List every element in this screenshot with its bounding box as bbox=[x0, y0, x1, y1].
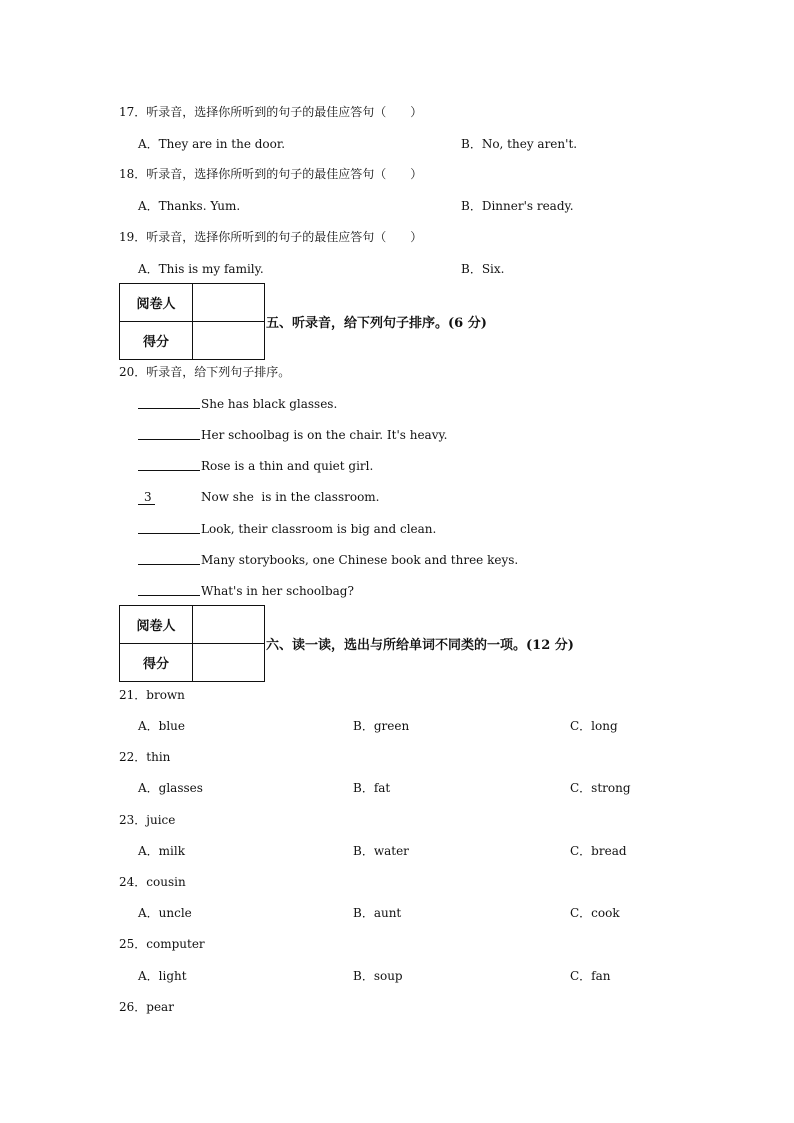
question-25-stem: 25．computer bbox=[119, 937, 205, 951]
answer-value-4: 3 bbox=[138, 490, 155, 505]
reviewer-cell[interactable] bbox=[193, 606, 265, 644]
sentence-5: Look, their classroom is big and clean. bbox=[201, 522, 437, 536]
question-24-option-c[interactable]: C．cook bbox=[570, 906, 620, 920]
question-22-option-a[interactable]: A．glasses bbox=[138, 781, 203, 795]
question-21-option-b[interactable]: B．green bbox=[353, 719, 410, 733]
question-23-option-c[interactable]: C．bread bbox=[570, 844, 627, 858]
answer-blank-1[interactable] bbox=[138, 396, 200, 413]
reviewer-cell[interactable] bbox=[193, 284, 265, 322]
answer-blank-7[interactable] bbox=[138, 583, 200, 600]
question-25-option-a[interactable]: A．light bbox=[138, 969, 187, 983]
score-cell[interactable] bbox=[193, 644, 265, 682]
sentence-7: What's in her schoolbag? bbox=[201, 584, 354, 598]
question-24-stem: 24．cousin bbox=[119, 875, 186, 889]
question-24-option-b[interactable]: B．aunt bbox=[353, 906, 402, 920]
answer-blank-5[interactable] bbox=[138, 521, 200, 538]
question-24-option-a[interactable]: A．uncle bbox=[138, 906, 192, 920]
question-18-option-b[interactable]: B．Dinner's ready. bbox=[461, 199, 574, 213]
reviewer-label: 阅卷人 bbox=[120, 606, 193, 644]
reviewer-label: 阅卷人 bbox=[120, 284, 193, 322]
question-19-stem: 19．听录音，选择你所听到的句子的最佳应答句（ ） bbox=[119, 230, 423, 244]
question-26-stem: 26．pear bbox=[119, 1000, 174, 1014]
question-21-stem: 21．brown bbox=[119, 688, 185, 702]
question-19-option-b[interactable]: B．Six. bbox=[461, 262, 505, 276]
question-23-option-a[interactable]: A．milk bbox=[138, 844, 185, 858]
question-17-option-b[interactable]: B．No, they aren't. bbox=[461, 137, 578, 151]
question-22-option-b[interactable]: B．fat bbox=[353, 781, 391, 795]
score-label: 得分 bbox=[120, 644, 193, 682]
question-18-option-a[interactable]: A．Thanks. Yum. bbox=[138, 199, 241, 213]
question-19-option-a[interactable]: A．This is my family. bbox=[138, 262, 264, 276]
question-22-option-c[interactable]: C．strong bbox=[570, 781, 631, 795]
score-label: 得分 bbox=[120, 322, 193, 360]
section-5-title: 五、听录音，给下列句子排序。(6 分) bbox=[266, 316, 487, 331]
question-20-stem: 20．听录音，给下列句子排序。 bbox=[119, 365, 291, 379]
question-25-option-c[interactable]: C．fan bbox=[570, 969, 611, 983]
question-18-stem: 18．听录音，选择你所听到的句子的最佳应答句（ ） bbox=[119, 167, 423, 181]
sentence-4: Now she is in the classroom. bbox=[201, 490, 380, 504]
question-17-option-a[interactable]: A．They are in the door. bbox=[138, 137, 286, 151]
score-cell[interactable] bbox=[193, 322, 265, 360]
question-21-option-a[interactable]: A．blue bbox=[138, 719, 186, 733]
sentence-6: Many storybooks, one Chinese book and three keys. bbox=[201, 553, 519, 567]
question-25-option-b[interactable]: B．soup bbox=[353, 969, 403, 983]
answer-blank-3[interactable] bbox=[138, 458, 200, 475]
sentence-1: She has black glasses. bbox=[201, 397, 338, 411]
sentence-3: Rose is a thin and quiet girl. bbox=[201, 459, 374, 473]
section-6-title: 六、读一读，选出与所给单词不同类的一项。(12 分) bbox=[266, 638, 574, 653]
question-23-option-b[interactable]: B．water bbox=[353, 844, 409, 858]
score-table-section-6 bbox=[119, 605, 265, 682]
sentence-2: Her schoolbag is on the chair. It's heavy. bbox=[201, 428, 448, 442]
question-22-stem: 22．thin bbox=[119, 750, 171, 764]
question-23-stem: 23．juice bbox=[119, 813, 176, 827]
answer-blank-4[interactable] bbox=[138, 489, 200, 505]
score-table-section-5 bbox=[119, 283, 265, 360]
answer-blank-6[interactable] bbox=[138, 552, 200, 569]
answer-blank-2[interactable] bbox=[138, 427, 200, 444]
question-21-option-c[interactable]: C．long bbox=[570, 719, 618, 733]
question-17-stem: 17．听录音，选择你所听到的句子的最佳应答句（ ） bbox=[119, 105, 423, 119]
